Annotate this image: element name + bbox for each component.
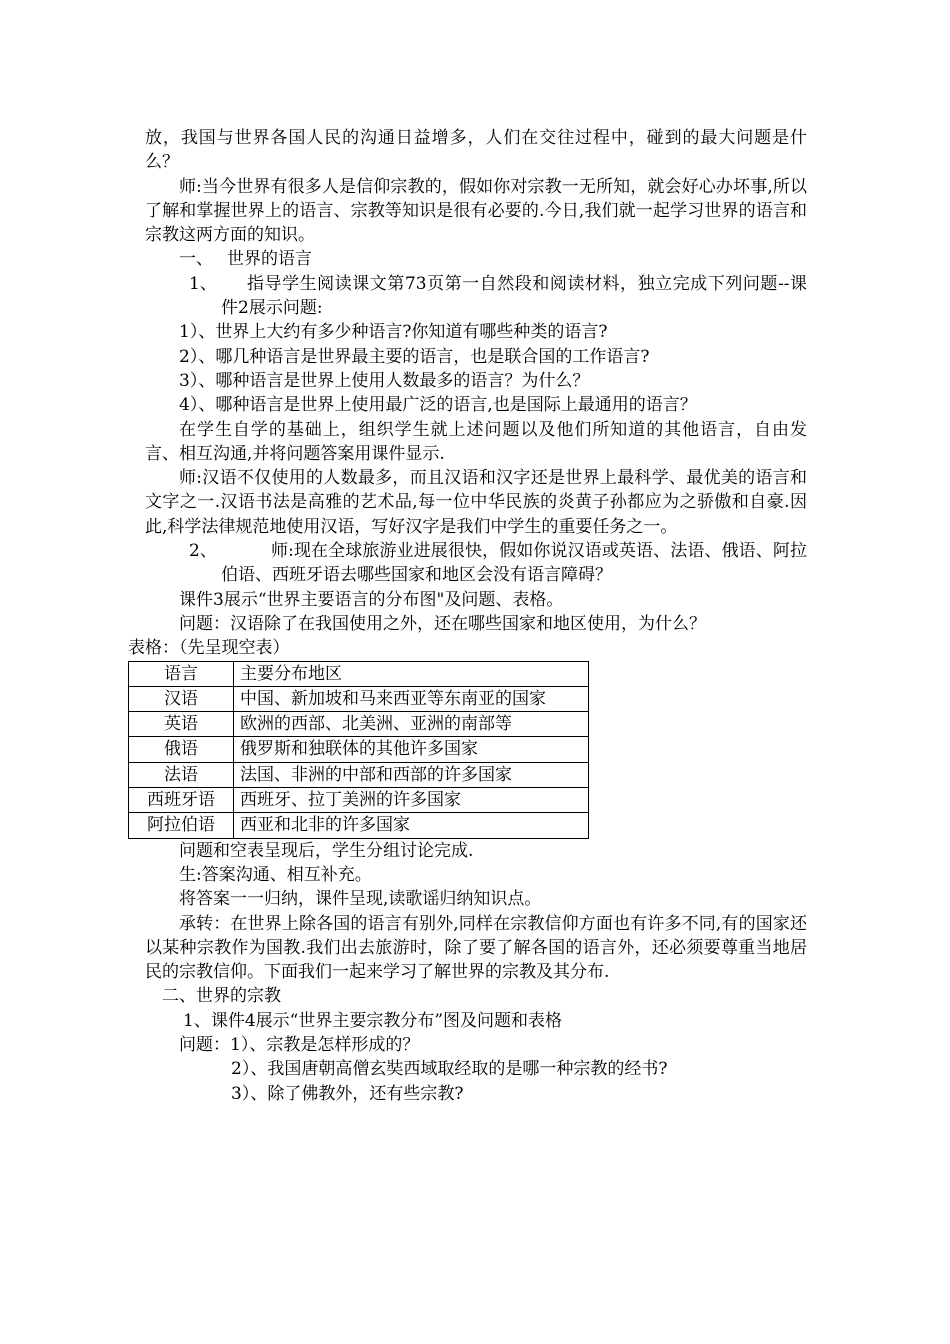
table-header-row <box>129 661 589 686</box>
question-2: 2）、哪几种语言是世界最主要的语言，也是联合国的工作语言? <box>179 346 650 367</box>
paragraph-question-chinese: 问题：汉语除了在我国使用之外，还在哪些国家和地区使用，为什么？ <box>179 613 706 634</box>
question-3: 3）、哪种语言是世界上使用人数最多的语言？为什么？ <box>179 370 590 391</box>
table-cell-region: 中国、新加坡和马来西亚等东南亚的国家 <box>234 686 589 711</box>
table-cell-language: 英语 <box>129 712 234 737</box>
item-number: 1、 <box>189 273 217 294</box>
religion-question-3: 3）、除了佛教外，还有些宗教? <box>231 1083 464 1104</box>
numbered-item-religion-1: 1、课件4展示“世界主要宗教分布”图及问题和表格 <box>183 1010 563 1031</box>
table-row <box>129 686 589 711</box>
table-cell-language: 俄语 <box>129 737 234 762</box>
paragraph-self-study: 在学生自学的基础上，组织学生就上述问题以及他们所知道的其他语言，自由发言、相互沟通,并将问题答案用课件显示. <box>145 419 807 464</box>
item-text: 指导学生阅读课文第73页第一自然段和阅读材料，独立完成下列问题--课件2展示问题: <box>221 273 807 319</box>
section-heading-religions: 二、世界的宗教 <box>162 986 281 1007</box>
numbered-item-2 <box>145 539 807 588</box>
table-row <box>129 712 589 737</box>
table-cell-region: 西班牙、拉丁美洲的许多国家 <box>234 788 589 813</box>
table-cell-language: 阿拉伯语 <box>129 813 234 838</box>
question-1: 1）、世界上大约有多少种语言?你知道有哪些种类的语言? <box>179 322 608 343</box>
section-heading-languages <box>145 247 807 271</box>
item-number: 2、 <box>189 541 217 562</box>
question-4: 4）、哪种语言是世界上使用最广泛的语言,也是国际上最通用的语言？ <box>179 395 697 416</box>
paragraph-teacher-chinese: 师:汉语不仅使用的人数最多，而且汉语和汉字还是世界上最科学、最优美的语言和文字之一.汉语书法是高雅的艺术品,每一位中华民族的炎黄子孙都应为之骄傲和自豪.因此,科学法律规范地使用汉语，写好汉字是我们中学生的重要任务之一。 <box>145 468 807 537</box>
paragraph-summary: 将答案一一归纳，课件呈现,读歌谣归纳知识点。 <box>179 889 542 910</box>
religion-question-1: 问题：1）、宗教是怎样形成的？ <box>179 1034 420 1055</box>
item-text: 师:现在全球旅游业进展很快，假如你说汉语或英语、法语、俄语、阿拉伯语、西班牙语去哪些国家和地区会没有语言障碍？ <box>221 541 807 586</box>
table-cell-region: 法国、非洲的中部和西部的许多国家 <box>234 762 589 787</box>
table-cell-language: 汉语 <box>129 686 234 711</box>
paragraph-student-answer: 生:答案沟通、相互补充。 <box>179 864 372 885</box>
document-body <box>128 126 807 1106</box>
table-header-cell: 主要分布地区 <box>234 661 589 686</box>
section-title: 世界的语言 <box>227 249 312 270</box>
table-header-cell: 语言 <box>129 661 234 686</box>
paragraph-teacher-intro: 师:当今世界有很多人是信仰宗教的，假如你对宗教一无所知，就会好心办坏事,所以了解和掌握世界上的语言、宗教等知识是很有必要的.今日,我们就一起学习世界的语言和宗教这两方面的知识。 <box>145 176 807 246</box>
table-label: 表格：（先呈现空表） <box>128 638 290 659</box>
numbered-item-1 <box>145 272 807 321</box>
table-cell-region: 西亚和北非的许多国家 <box>234 813 589 838</box>
table-row <box>129 788 589 813</box>
table-cell-language: 西班牙语 <box>129 788 234 813</box>
table-row <box>129 737 589 762</box>
paragraph-transition: 承转：在世界上除各国的语言有别外,同样在宗教信仰方面也有许多不同,有的国家还以某种宗教作为国教.我们出去旅游时，除了要了解各国的语言外，还必须要尊重当地居民的宗教信仰。下面我们一起来学习了解世界的宗教及其分布. <box>145 913 807 983</box>
paragraph-group-discussion: 问题和空表呈现后，学生分组讨论完成. <box>179 840 474 861</box>
table-row <box>129 813 589 838</box>
table-row <box>129 762 589 787</box>
section-number: 一、 <box>179 249 213 270</box>
paragraph-intro: 放，我国与世界各国人民的沟通日益增多，人们在交往过程中，碰到的最大问题是什么？ <box>145 128 807 173</box>
table-cell-region: 欧洲的西部、北美洲、亚洲的南部等 <box>234 712 589 737</box>
table-cell-language: 法语 <box>129 762 234 787</box>
religion-question-2: 2）、我国唐朝高僧玄奘西域取经取的是哪一种宗教的经书? <box>231 1059 668 1080</box>
paragraph-courseware-3: 课件3展示“世界主要语言的分布图"及问题、表格。 <box>179 589 564 610</box>
table-cell-region: 俄罗斯和独联体的其他许多国家 <box>234 737 589 762</box>
language-distribution-table <box>128 661 589 839</box>
